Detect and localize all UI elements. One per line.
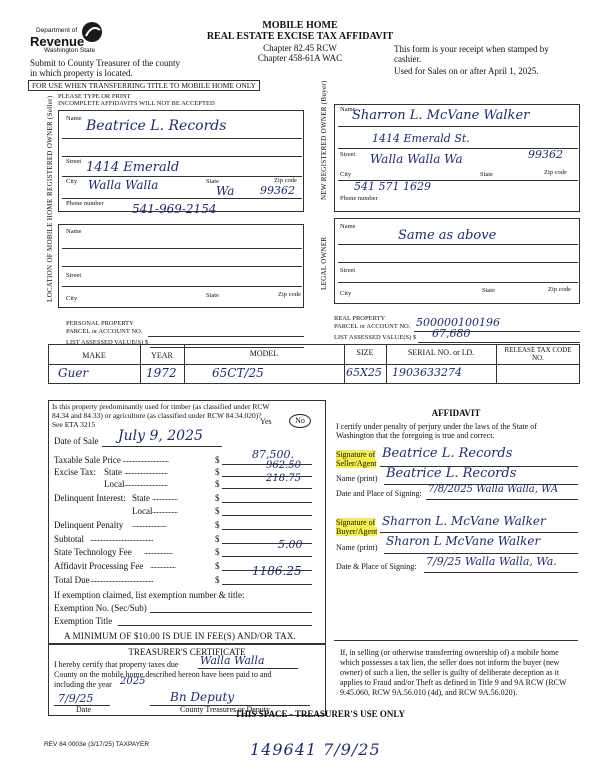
timber-question-line2: 84.34 and 84.33) or agriculture (as classified under RCW 84.34.020)?	[52, 411, 262, 420]
seller-phone-value: 541-969-2154	[132, 202, 217, 216]
col-release-tax-header: RELEASE TAX CODE NO.	[504, 346, 572, 363]
submit-text-line2: in which property is located.	[30, 68, 133, 78]
dollar-sign: $	[215, 575, 220, 585]
real-property-label: REAL PROPERTY	[334, 315, 386, 322]
form-title-line2: REAL ESTATE EXCISE TAX AFFIDAVIT	[206, 31, 394, 42]
buyer-city-label: City	[340, 171, 352, 178]
affidavit-statement-line1: I certify under penalty of perjury under the laws of the State of	[336, 422, 537, 431]
buyer-signature: Sharron L. McVane Walker	[382, 514, 546, 528]
dollar-sign: $	[215, 467, 220, 477]
col-make-header: MAKE	[82, 351, 106, 360]
timber-question-line3: See ETA 3215	[52, 420, 96, 429]
exemption-title-label: Exemption Title	[54, 616, 113, 626]
cell-model: 65CT/25	[212, 366, 264, 380]
col-size-header: SIZE	[356, 348, 374, 357]
taxable-sale-price-value: 87,500.	[252, 448, 294, 461]
seller-name-value: Beatrice L. Records	[86, 118, 227, 134]
timber-question-line1: Is this property predominantly used for timber (as classified under RCW	[52, 402, 270, 411]
personal-property-parcel-label: PARCEL or ACCOUNT NO.	[66, 328, 143, 335]
buyer-state-label: State	[480, 171, 493, 178]
submit-text-line1: Submit to County Treasurer of the county	[30, 58, 180, 68]
treasurer-use-only: THIS SPACE - TREASURER'S USE ONLY	[234, 709, 406, 719]
chapter-wac: Chapter 458-61A WAC	[257, 53, 343, 63]
delinquent-state-label: State	[132, 493, 150, 503]
agency-line1: Department of	[36, 27, 78, 34]
cell-year: 1972	[146, 366, 177, 380]
warning-line1: If, in selling (or otherwise transferring ownership of) a mobile home	[340, 648, 559, 657]
excise-local-value: 218.75	[266, 473, 301, 484]
form-title-line1: MOBILE HOME	[262, 20, 338, 31]
seller-city-label: City	[66, 178, 78, 185]
cell-make: Guer	[58, 366, 89, 380]
buyer-street-label: Street	[340, 151, 356, 158]
cell-serial: 1903633274	[392, 366, 462, 379]
real-property-assessed-label: LIST ASSESSED VALUE(S) $	[334, 334, 417, 341]
date-of-sale-value: July 9, 2025	[118, 428, 203, 444]
dollar-sign: $	[215, 534, 220, 544]
legal-owner-city-label: City	[340, 290, 352, 297]
total-due-label: Total Due	[54, 575, 90, 585]
treasurer-date-label: Date	[76, 705, 92, 714]
seller-city-value: Walla Walla	[88, 178, 159, 192]
legal-owner-street-label: Street	[340, 267, 356, 274]
seller-signature-label-line2: Seller/Agent	[336, 459, 377, 468]
delinquent-local-label: Local	[132, 506, 153, 516]
dollar-sign: $	[215, 520, 220, 530]
treasurer-certify-line2: County on the mobile home described hereon have been paid to and	[54, 670, 272, 679]
real-property-parcel-value: 500000100196	[416, 316, 500, 329]
treasurer-county-value: Walla Walla	[200, 654, 265, 667]
treasurer-cert-title: TREASURER'S CERTIFICATE	[128, 647, 246, 657]
instructions-line2: INCOMPLETE AFFIDAVITS WILL NOT BE ACCEPTED	[58, 100, 215, 107]
legal-owner-name-value: Same as above	[398, 228, 497, 243]
subtotal-label: Subtotal	[54, 534, 85, 544]
legal-owner-state-label: State	[482, 287, 495, 294]
buyer-phone-value: 541 571 1629	[354, 180, 431, 193]
seller-signature-label-line1: Signature of	[336, 450, 376, 459]
treasurer-year-value: 2025	[120, 676, 146, 687]
affidavit-statement-line2: Washington that the foregoing is true and correct.	[336, 431, 495, 440]
buyer-street-value: 1414 Emerald St.	[372, 132, 470, 145]
treasurer-signature: Bn Deputy	[170, 690, 235, 704]
seller-phone-label: Phone number	[66, 200, 104, 207]
agency-line2: Revenue	[30, 34, 85, 49]
location-city-label: City	[66, 295, 78, 302]
personal-property-label: PERSONAL PROPERTY	[66, 320, 134, 327]
location-state-label: State	[206, 292, 219, 299]
seller-name-print: Beatrice L. Records	[386, 466, 517, 481]
total-due-value: 1186.25	[252, 564, 302, 578]
receipt-text-line2: cashier.	[394, 54, 422, 64]
buyer-name-print: Sharon L McVane Walker	[386, 534, 541, 548]
legal-owner-name-label: Name	[340, 223, 356, 230]
warning-line4: applies to Fraud and/or Theft as defined in Title 9 and 9A RCW (RCW	[340, 678, 567, 687]
dollar-sign: $	[215, 547, 220, 557]
legal-owner-side-label: LEGAL OWNER	[320, 236, 328, 290]
buyer-signature-label-line1: Signature of	[336, 518, 376, 527]
excise-tax-label: Excise Tax:	[54, 467, 96, 477]
buyer-phone-label: Phone number	[340, 195, 378, 202]
buyer-city-value: Walla Walla Wa	[370, 152, 463, 166]
exemption-claimed-label: If exemption claimed, list exemption number & title:	[54, 590, 245, 600]
delinquent-interest-label: Delinquent Interest:	[54, 493, 126, 503]
state-tech-fee-label: State Technology Fee	[54, 547, 132, 557]
handwritten-receipt: 149641 7/9/25	[250, 740, 381, 759]
seller-street-value: 1414 Emerald	[86, 160, 180, 175]
dollar-sign: $	[215, 455, 220, 465]
buyer-signature-label	[336, 518, 377, 536]
real-property-assessed-value: 67,680	[432, 327, 471, 340]
col-serial-header: SERIAL NO. or I.D.	[407, 348, 475, 357]
seller-signature: Beatrice L. Records	[382, 446, 513, 461]
legal-owner-zip-label: Zip code	[548, 286, 571, 293]
seller-date-place-value: 7/8/2025 Walla Walla, WA	[428, 484, 559, 495]
seller-zip-label: Zip code	[274, 177, 297, 184]
location-name-label: Name	[66, 228, 82, 235]
instructions-line1: PLEASE TYPE OR PRINT	[58, 93, 131, 100]
chapter-rcw: Chapter 82.45 RCW	[263, 43, 337, 53]
real-property-parcel-label: PARCEL or ACCOUNT NO.	[334, 323, 411, 330]
seller-side-label: REGISTERED OWNER (Seller)	[46, 95, 54, 196]
dor-logo	[30, 20, 104, 56]
seller-zip-value: 99362	[260, 184, 295, 197]
warning-line5: 9.45.060, RCW 9A.56.010 (4d), and RCW 9A.56.020).	[340, 688, 518, 697]
seller-name-label: Name	[66, 115, 82, 122]
location-zip-label: Zip code	[278, 291, 301, 298]
excise-local-label: Local	[104, 479, 125, 489]
seller-state-value: Wa	[216, 184, 235, 198]
personal-property-assessed-label: LIST ASSESSED VALUE(S) $	[66, 339, 149, 346]
receipt-text-line1: This form is your receipt when stamped by	[394, 44, 549, 54]
location-street-label: Street	[66, 272, 82, 279]
affidavit-title: AFFIDAVIT	[431, 408, 481, 418]
taxable-sale-price-label: Taxable Sale Price	[54, 455, 121, 465]
treasurer-certify-line1: I hereby certify that property taxes due	[54, 660, 179, 669]
buyer-name-value: Sharron L. McVane Walker	[352, 108, 530, 123]
treasurer-signer-label: County Treasurer or Deputy	[180, 705, 270, 714]
buyer-date-place-value: 7/9/25 Walla Walla, Wa.	[426, 555, 557, 568]
transfer-banner: FOR USE WHEN TRANSFERRING TITLE TO MOBILE HOME ONLY	[28, 80, 260, 91]
buyer-zip-value: 99362	[528, 148, 563, 161]
treasurer-certify-line3: including the year	[54, 680, 112, 689]
state-tech-fee-value: 5.00	[278, 538, 303, 551]
col-model-header: MODEL	[249, 349, 279, 358]
excise-state-label: State	[104, 467, 122, 477]
dollar-sign: $	[215, 479, 220, 489]
receipt-text-line3: Used for Sales on or after April 1, 2025.	[394, 66, 539, 76]
seller-name-print-label: Name (print)	[336, 474, 378, 483]
buyer-name-print-label: Name (print)	[336, 543, 378, 552]
agency-line3: Washington State	[44, 47, 96, 54]
warning-line3: owner) of such a lien, the seller is guilty of deliberate deception as it	[340, 668, 560, 677]
warning-line2: which possesses a tax lien, the seller does not inform the buyer (new	[340, 658, 560, 667]
exemption-no-label: Exemption No. (Sec/Sub)	[54, 603, 147, 613]
seller-date-place-label: Date and Place of Signing:	[336, 489, 422, 498]
affidavit-fee-label: Affidavit Processing Fee	[54, 561, 144, 571]
date-of-sale-label: Date of Sale	[54, 436, 99, 446]
buyer-date-place-label: Date & Place of Signing:	[336, 562, 417, 571]
col-year-header: YEAR	[151, 351, 173, 360]
delinquent-penalty-label: Delinquent Penalty	[54, 520, 124, 530]
seller-street-label: Street	[66, 158, 82, 165]
minimum-notice: A MINIMUM OF $10.00 IS DUE IN FEE(S) AND/OR TAX.	[64, 631, 296, 641]
cell-size: 65X25	[346, 366, 382, 379]
excise-state-value: 962.50	[266, 460, 301, 471]
timber-no-circled: No	[289, 414, 311, 428]
buyer-side-label: NEW REGISTERED OWNER (Buyer)	[320, 80, 328, 200]
dollar-sign: $	[215, 561, 220, 571]
location-side-label: LOCATION OF MOBILE HOME	[46, 198, 54, 302]
treasurer-date-value: 7/9/25	[58, 692, 94, 705]
timber-yes: Yes	[260, 417, 272, 426]
buyer-name-label: Name	[340, 106, 356, 113]
seller-state-label: State	[206, 178, 219, 185]
dollar-sign: $	[215, 506, 220, 516]
buyer-signature-label-line2: Buyer/Agent	[336, 527, 378, 536]
buyer-zip-label: Zip code	[544, 169, 567, 176]
dollar-sign: $	[215, 493, 220, 503]
form-number: REV 84 0003e (3/17/25) TAXPAYER	[44, 741, 150, 748]
seller-signature-label	[336, 450, 376, 468]
